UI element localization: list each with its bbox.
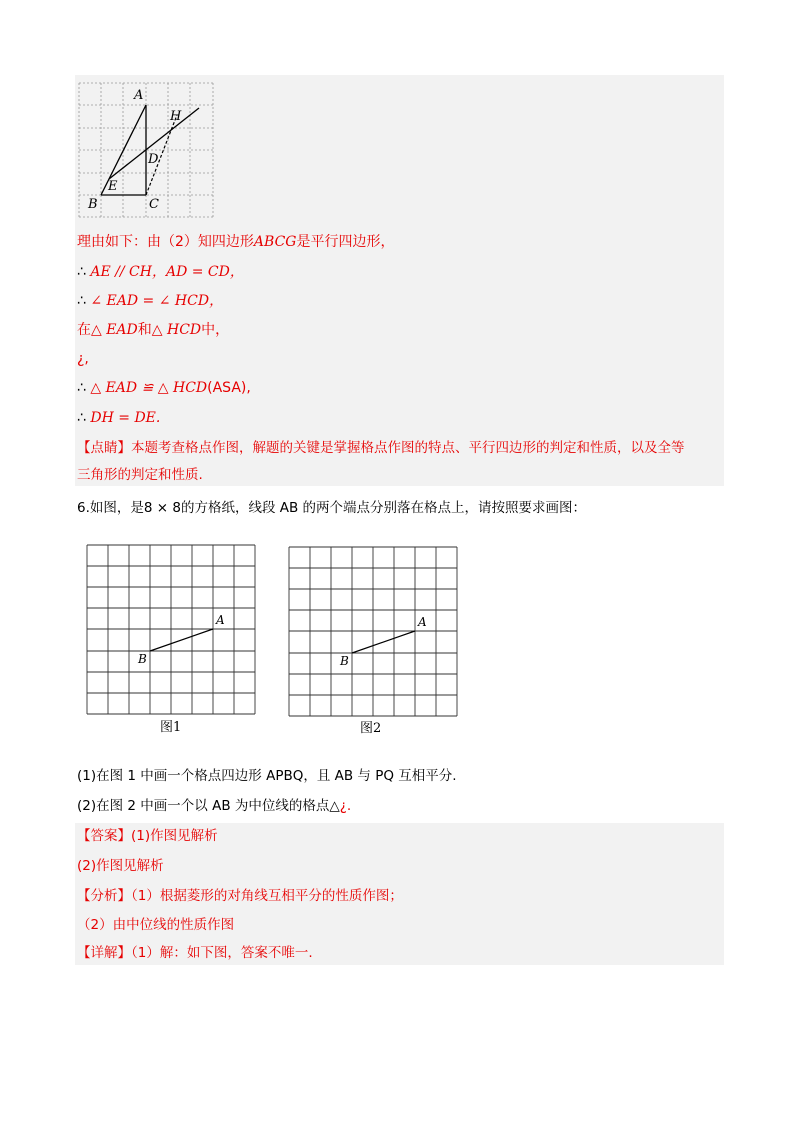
detail-line-1: 【详解】（1）解：如下图，答案不唯一.	[77, 945, 313, 961]
fig2-label-a: A	[418, 615, 427, 629]
comment-line-1: 【点睛】本题考查格点作图，解题的关键是掌握格点作图的特点、平行四边形的判定和性质，以及全等	[77, 440, 685, 456]
grid-figure-1	[86, 544, 256, 716]
label-a: A	[134, 88, 144, 103]
geometry-figure-top	[78, 80, 214, 218]
step-4: ¿,	[77, 351, 89, 367]
analysis-line-2: （2）由中位线的性质作图	[77, 917, 235, 933]
comment-line-2: 三角形的判定和性质.	[77, 467, 203, 483]
analysis-line-1: 【分析】（1）根据菱形的对角线互相平分的性质作图；	[77, 888, 403, 904]
label-c: C	[149, 197, 159, 212]
reason-line: 理由如下：由（2）知四边形ABCG是平行四边形，	[77, 234, 395, 250]
step-6: ∴ DH = DE.	[77, 410, 161, 426]
label-d: D	[148, 152, 159, 167]
label-h: H	[170, 109, 182, 124]
fig2-caption: 图2	[360, 721, 382, 736]
fig1-caption: 图1	[160, 720, 182, 735]
answer-line-2: (2)作图见解析	[77, 858, 164, 874]
question-6-part-2: (2)在图 2 中画一个以 AB 为中位线的格点△¿.	[77, 798, 352, 814]
fig2-label-b: B	[340, 654, 349, 668]
fig1-label-a: A	[216, 613, 225, 627]
label-e: E	[108, 179, 118, 194]
step-3: 在△ EAD和△ HCD中，	[77, 322, 230, 338]
fig1-label-b: B	[138, 652, 147, 666]
label-b: B	[88, 197, 98, 212]
question-6-part-1: (1)在图 1 中画一个格点四边形 APBQ，且 AB 与 PQ 互相平分.	[77, 768, 457, 784]
step-1: ∴ AE // CH，AD = CD，	[77, 264, 244, 280]
step-2: ∴ ∠ EAD = ∠ HCD，	[77, 293, 224, 309]
answer-line-1: 【答案】(1)作图见解析	[77, 828, 218, 844]
step-5: ∴ △ EAD ≌ △ HCD(ASA),	[77, 380, 251, 396]
grid-figure-2	[288, 546, 458, 718]
question-6-stem: 6.如图，是8 × 8的方格纸，线段 AB 的两个端点分别落在格点上，请按照要求画图：	[77, 500, 587, 516]
